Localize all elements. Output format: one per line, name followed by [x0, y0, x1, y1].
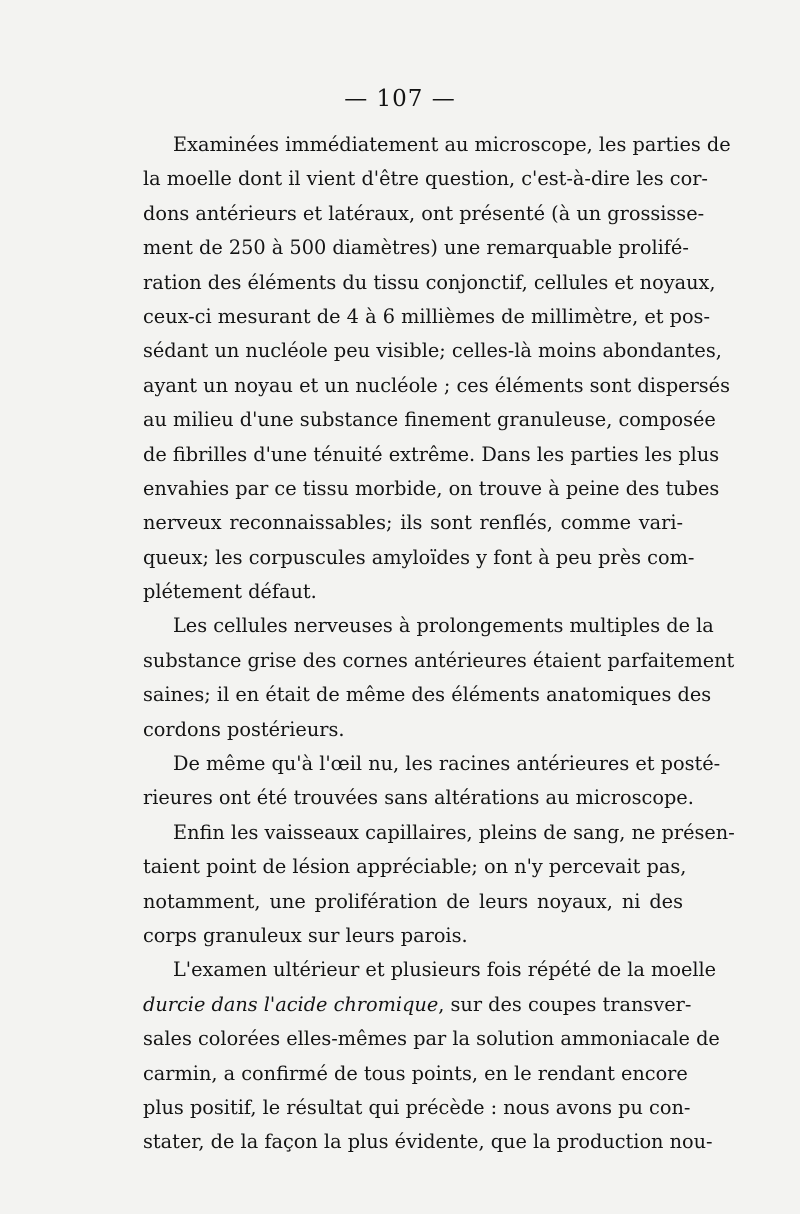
- text-line: ment de 250 à 500 diamètres) une remarquable prolifé-: [143, 236, 689, 260]
- text-line: sédant un nucléole peu visible; celles-là moins abondantes,: [143, 339, 722, 363]
- text-line: stater, de la façon la plus évidente, que la production nou-: [143, 1130, 713, 1154]
- text-line: corps granuleux sur leurs parois.: [143, 923, 468, 947]
- text-line: Enfin les vaisseaux capillaires, pleins de sang, ne présen-: [173, 820, 735, 844]
- text-line: sales colorées elles-mêmes par la solution ammoniacale de: [143, 1027, 720, 1051]
- text-line: ration des éléments du tissu conjonctif, cellules et noyaux,: [143, 270, 716, 294]
- text-line: Examinées immédiatement au microscope, les parties de: [173, 133, 731, 156]
- text-line: nerveux reconnaissables; ils sont renflés, comme vari-: [143, 511, 683, 535]
- text-line: Les cellules nerveuses à prolongements multiples de la: [173, 614, 714, 638]
- text-line: ceux-ci mesurant de 4 à 6 millièmes de millimètre, et pos-: [143, 304, 710, 328]
- page-number: — 107 —: [344, 86, 456, 112]
- text-line: de fibrilles d'une ténuité extrême. Dans les parties les plus: [143, 442, 720, 466]
- text-line: De même qu'à l'œil nu, les racines antérieures et posté-: [173, 752, 721, 776]
- text-line: substance grise des cornes antérieures étaient parfaitement: [143, 648, 735, 672]
- text-line: carmin, a confirmé de tous points, en le rendant encore: [143, 1061, 688, 1085]
- text-line: plus positif, le résultat qui précède : nous avons pu con-: [143, 1095, 691, 1119]
- text-line: ayant un noyau et un nucléole ; ces éléments sont dispersés: [143, 373, 730, 397]
- text-line: dons antérieurs et latéraux, ont présenté (à un grossisse-: [143, 201, 705, 225]
- text-line: la moelle dont il vient d'être question, c'est-à-dire les cor-: [143, 167, 708, 191]
- text-line-rest: , sur des coupes transver-: [438, 992, 692, 1016]
- text-line: envahies par ce tissu morbide, on trouve à peine des tubes: [143, 476, 720, 500]
- text-line: cordons postérieurs.: [143, 717, 345, 741]
- text-line: au milieu d'une substance finement granuleuse, composée: [143, 408, 716, 432]
- italic-phrase: durcie dans l'acide chromique: [143, 992, 439, 1016]
- text-line: plétement défaut.: [143, 580, 317, 604]
- text-line: saines; il en était de même des éléments anatomiques des: [143, 683, 712, 707]
- text-line: taient point de lésion appréciable; on n'y percevait pas,: [143, 855, 687, 879]
- text-line: L'examen ultérieur et plusieurs fois répété de la moelle: [173, 958, 717, 982]
- body-text: [143, 128, 735, 1160]
- text-line: queux; les corpuscules amyloïdes y font à peu près com-: [143, 545, 695, 569]
- text-line: notamment, une prolifération de leurs noyaux, ni des: [143, 889, 683, 913]
- text-line: rieures ont été trouvées sans altérations au microscope.: [143, 786, 694, 810]
- text-line: [143, 988, 692, 1022]
